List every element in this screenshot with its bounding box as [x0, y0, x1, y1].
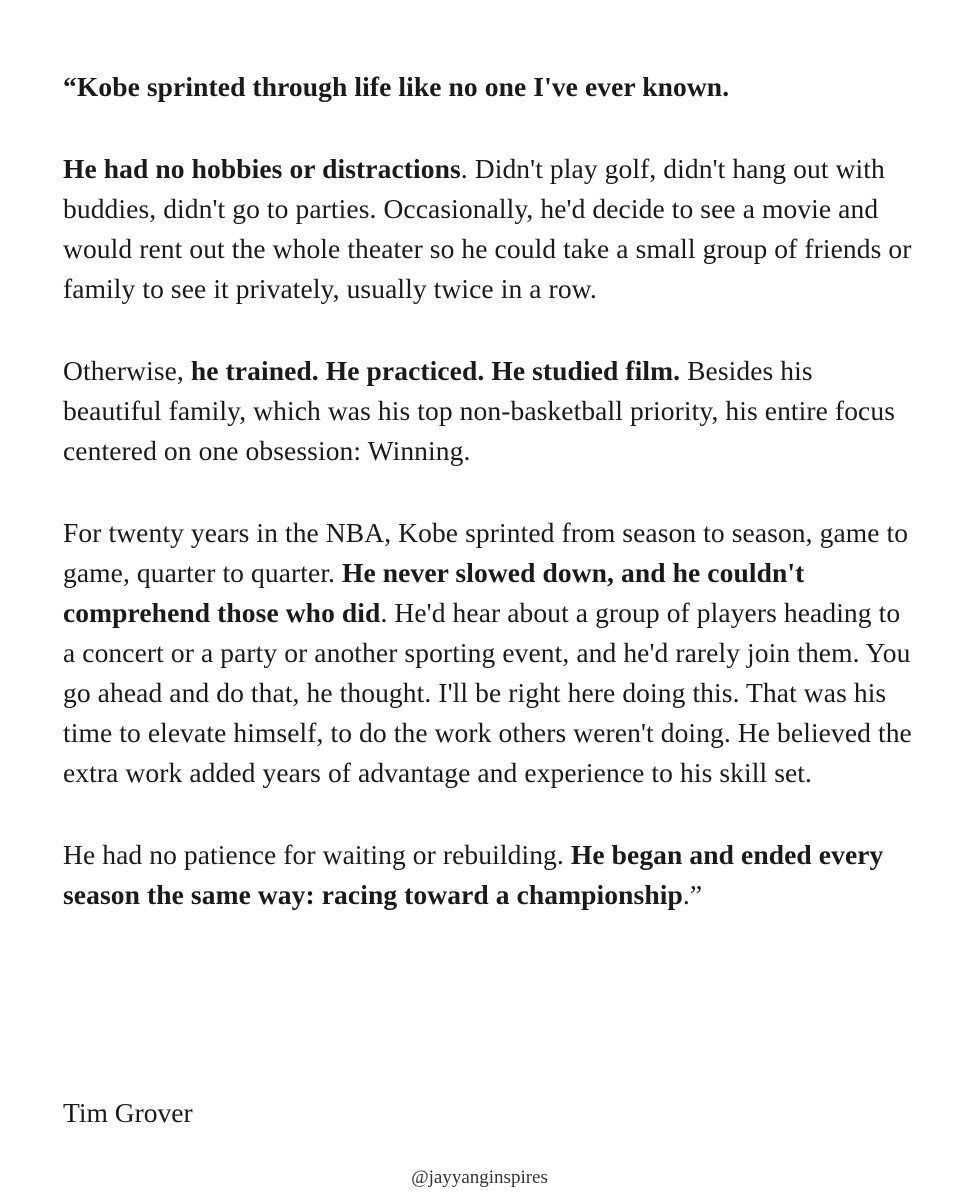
paragraph-2-text-1: . Didn't play golf, didn't hang out with buddies, didn't go to parties. Occasionally, he'd decide to see a movie and would rent out the whole theater so he could take a small group of friends or family to see it privately, usually twice in a row.	[63, 153, 912, 304]
paragraph-3-bold-1: he trained. He practiced. He studied film.	[190, 355, 681, 386]
paragraph-2	[63, 149, 913, 309]
paragraph-1	[63, 67, 913, 107]
social-handle: @jayyanginspires	[411, 1167, 548, 1188]
paragraph-3	[63, 351, 913, 471]
paragraph-5-text-1: He had no patience for waiting or rebuilding.	[63, 839, 571, 870]
paragraph-1-bold-1: “Kobe sprinted through life like no one I've ever known.	[63, 71, 730, 102]
paragraph-2-bold-1: He had no hobbies or distractions	[63, 153, 461, 184]
paragraph-4-text-2: . He'd hear about a group of players heading to a concert or a party or another sporting event, and he'd rarely join them. You go ahead and do that, he thought. I'll be right here doing this. That was his time to elevate himself, to do the work others weren't doing. He believed the extra work added years of advantage and experience to his skill set.	[63, 597, 912, 788]
paragraph-4	[63, 513, 913, 793]
quote-author: Tim Grover	[63, 1097, 193, 1128]
paragraph-5-bold-1: He began and ended every season the same way: racing toward a championship	[63, 839, 884, 910]
paragraph-3-text-2: Besides his beautiful family, which was his top non-basketball priority, his entire focus centered on one obsession: Winning.	[63, 355, 896, 466]
quote-body	[63, 67, 913, 957]
paragraph-5-text-2: .”	[682, 879, 703, 910]
paragraph-3-text-1: Otherwise,	[63, 355, 191, 386]
paragraph-4-text-1: For twenty years in the NBA, Kobe sprinted from season to season, game to game, quarter to quarter.	[63, 517, 909, 588]
paragraph-5	[63, 835, 913, 915]
paragraph-4-bold-1: He never slowed down, and he couldn't comprehend those who did	[63, 557, 805, 628]
